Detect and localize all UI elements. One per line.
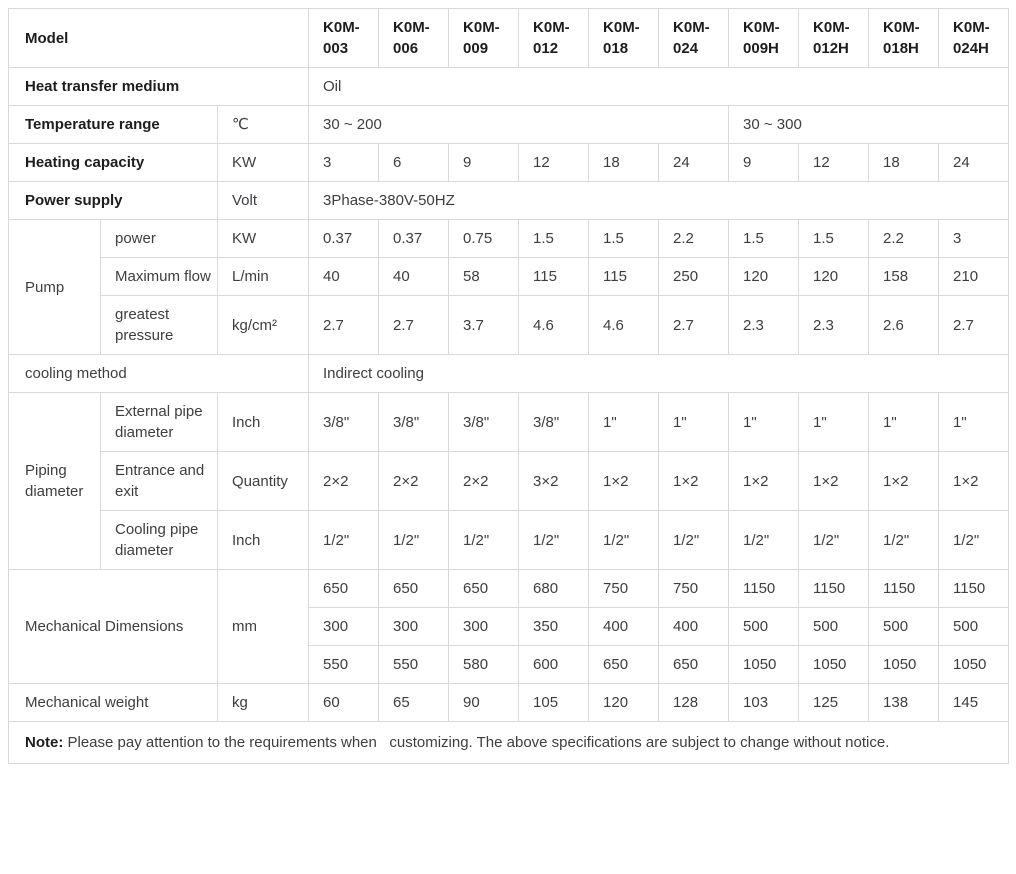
unit-cell: Inch xyxy=(218,511,309,570)
spec-value-cell: 1.5 xyxy=(799,220,869,258)
spec-value-cell: 0.75 xyxy=(449,220,519,258)
spec-value-cell: 650 xyxy=(379,570,449,608)
row-label-cell: Mechanical Dimensions xyxy=(9,570,218,684)
spec-value-cell: 6 xyxy=(379,144,449,182)
note-label: Note: xyxy=(25,734,64,751)
spec-value-cell: 2.3 xyxy=(729,296,799,355)
spec-value-cell: 2.7 xyxy=(309,296,379,355)
spec-value-cell: 1150 xyxy=(869,570,939,608)
spec-value-cell: 2.2 xyxy=(659,220,729,258)
spec-value-cell: 2.7 xyxy=(939,296,1009,355)
spec-value-cell: 400 xyxy=(589,608,659,646)
spec-value-cell: 1150 xyxy=(729,570,799,608)
spec-value-cell: 58 xyxy=(449,258,519,296)
spec-value-cell: 650 xyxy=(659,646,729,684)
spec-value-cell: 1050 xyxy=(939,646,1009,684)
spec-value-cell: 300 xyxy=(379,608,449,646)
unit-cell: ℃ xyxy=(218,106,309,144)
spec-value-cell: 500 xyxy=(869,608,939,646)
spec-value-cell: 103 xyxy=(729,684,799,722)
spec-value-cell: 2.2 xyxy=(869,220,939,258)
spec-value-cell: 500 xyxy=(939,608,1009,646)
spec-value-cell: 1" xyxy=(869,393,939,452)
unit-cell: kg xyxy=(218,684,309,722)
unit-cell: KW xyxy=(218,220,309,258)
model-header-cell: K0M-018 xyxy=(589,9,659,68)
spec-value-cell: 90 xyxy=(449,684,519,722)
spec-value-cell: 30 ~ 200 xyxy=(309,106,729,144)
sub-label-cell: Cooling pipe diameter xyxy=(101,511,218,570)
model-header-cell: K0M-024H xyxy=(939,9,1009,68)
spec-value-cell: 12 xyxy=(799,144,869,182)
spec-value-cell: 580 xyxy=(449,646,519,684)
spec-value-cell: 1.5 xyxy=(729,220,799,258)
cooling-pipe-diameter-row xyxy=(9,511,1009,570)
spec-value-cell: 3.7 xyxy=(449,296,519,355)
spec-value-cell: 12 xyxy=(519,144,589,182)
spec-value-cell: 1" xyxy=(729,393,799,452)
sub-label-cell: External pipe diameter xyxy=(101,393,218,452)
row-label-cell: Heat transfer medium xyxy=(9,68,309,106)
spec-value-cell: 18 xyxy=(589,144,659,182)
spec-value-cell: 120 xyxy=(589,684,659,722)
spec-value-cell: 24 xyxy=(659,144,729,182)
spec-value-cell: 2.7 xyxy=(659,296,729,355)
spec-value-cell: 1050 xyxy=(869,646,939,684)
row-label-cell: Mechanical weight xyxy=(9,684,218,722)
spec-value-cell: 3 xyxy=(309,144,379,182)
sub-label-cell: greatest pressure xyxy=(101,296,218,355)
spec-value-cell: 40 xyxy=(309,258,379,296)
spec-value-cell: 1×2 xyxy=(589,452,659,511)
unit-cell: L/min xyxy=(218,258,309,296)
note-cell xyxy=(9,722,1009,764)
spec-value-cell: 3/8" xyxy=(519,393,589,452)
temperature-range-row xyxy=(9,106,1009,144)
spec-value-cell: 145 xyxy=(939,684,1009,722)
unit-cell: Quantity xyxy=(218,452,309,511)
spec-value-cell: 120 xyxy=(799,258,869,296)
spec-value-cell: 9 xyxy=(449,144,519,182)
spec-value-cell: 1.5 xyxy=(589,220,659,258)
spec-value-cell: 1×2 xyxy=(729,452,799,511)
spec-value-cell: 1×2 xyxy=(799,452,869,511)
spec-value-cell: 1" xyxy=(799,393,869,452)
spec-value-cell: 1" xyxy=(939,393,1009,452)
unit-cell: kg/cm² xyxy=(218,296,309,355)
spec-value-cell: 250 xyxy=(659,258,729,296)
spec-value-cell: 3Phase-380V-50HZ xyxy=(309,182,1009,220)
spec-value-cell: 125 xyxy=(799,684,869,722)
spec-value-cell: 128 xyxy=(659,684,729,722)
spec-value-cell: 120 xyxy=(729,258,799,296)
spec-value-cell: 350 xyxy=(519,608,589,646)
group-label-cell: Pump xyxy=(9,220,101,355)
spec-value-cell: 400 xyxy=(659,608,729,646)
power-supply-row xyxy=(9,182,1009,220)
spec-value-cell: 1/2" xyxy=(449,511,519,570)
spec-value-cell: 1" xyxy=(659,393,729,452)
spec-value-cell: 550 xyxy=(309,646,379,684)
model-label-cell: Model xyxy=(9,9,309,68)
spec-value-cell: 1×2 xyxy=(869,452,939,511)
spec-value-cell: 550 xyxy=(379,646,449,684)
spec-value-cell: 600 xyxy=(519,646,589,684)
spec-value-cell: 1150 xyxy=(799,570,869,608)
spec-value-cell: 18 xyxy=(869,144,939,182)
unit-cell: mm xyxy=(218,570,309,684)
unit-cell: KW xyxy=(218,144,309,182)
spec-value-cell: 2×2 xyxy=(449,452,519,511)
row-label-cell: Heating capacity xyxy=(9,144,218,182)
spec-value-cell: 500 xyxy=(799,608,869,646)
spec-value-cell: 1×2 xyxy=(939,452,1009,511)
spec-value-cell: 300 xyxy=(309,608,379,646)
cooling-method-row xyxy=(9,355,1009,393)
pump-power-row xyxy=(9,220,1009,258)
note-row xyxy=(9,722,1009,764)
spec-value-cell: 105 xyxy=(519,684,589,722)
spec-value-cell: 650 xyxy=(309,570,379,608)
row-label-cell: Power supply xyxy=(9,182,218,220)
spec-value-cell: 1.5 xyxy=(519,220,589,258)
spec-value-cell: 60 xyxy=(309,684,379,722)
spec-value-cell: 3/8" xyxy=(379,393,449,452)
model-header-cell: K0M-009 xyxy=(449,9,519,68)
unit-cell: Inch xyxy=(218,393,309,452)
spec-value-cell: 1×2 xyxy=(659,452,729,511)
spec-value-cell: 115 xyxy=(589,258,659,296)
spec-value-cell: 4.6 xyxy=(519,296,589,355)
spec-value-cell: 680 xyxy=(519,570,589,608)
row-label-cell: cooling method xyxy=(9,355,309,393)
spec-value-cell: 1/2" xyxy=(589,511,659,570)
spec-value-cell: 30 ~ 300 xyxy=(729,106,1009,144)
spec-value-cell: 750 xyxy=(589,570,659,608)
spec-table xyxy=(8,8,1009,764)
spec-value-cell: 1/2" xyxy=(939,511,1009,570)
spec-value-cell: 1050 xyxy=(729,646,799,684)
external-pipe-diameter-row xyxy=(9,393,1009,452)
spec-value-cell: 65 xyxy=(379,684,449,722)
spec-value-cell: 650 xyxy=(589,646,659,684)
spec-table-body xyxy=(9,9,1009,764)
spec-value-cell: 300 xyxy=(449,608,519,646)
model-header-cell: K0M-003 xyxy=(309,9,379,68)
spec-value-cell: 2×2 xyxy=(379,452,449,511)
model-header-cell: K0M-024 xyxy=(659,9,729,68)
model-header-cell: K0M-009H xyxy=(729,9,799,68)
heating-capacity-row xyxy=(9,144,1009,182)
pump-greatest-pressure-row xyxy=(9,296,1009,355)
spec-value-cell: 210 xyxy=(939,258,1009,296)
spec-value-cell: 1/2" xyxy=(799,511,869,570)
unit-cell: Volt xyxy=(218,182,309,220)
spec-value-cell: 650 xyxy=(449,570,519,608)
sub-label-cell: Maximum flow xyxy=(101,258,218,296)
spec-value-cell: 0.37 xyxy=(309,220,379,258)
spec-value-cell: 1150 xyxy=(939,570,1009,608)
spec-value-cell: 3/8" xyxy=(449,393,519,452)
model-header-cell: K0M-012 xyxy=(519,9,589,68)
spec-value-cell: 1050 xyxy=(799,646,869,684)
model-header-row xyxy=(9,9,1009,68)
heat-transfer-medium-row xyxy=(9,68,1009,106)
spec-value-cell: 1/2" xyxy=(659,511,729,570)
spec-value-cell: 9 xyxy=(729,144,799,182)
spec-value-cell: 1/2" xyxy=(379,511,449,570)
spec-value-cell: 2.3 xyxy=(799,296,869,355)
spec-value-cell: 500 xyxy=(729,608,799,646)
row-label-cell: Temperature range xyxy=(9,106,218,144)
model-header-cell: K0M-012H xyxy=(799,9,869,68)
entrance-and-exit-row xyxy=(9,452,1009,511)
spec-value-cell: 1/2" xyxy=(519,511,589,570)
model-header-cell: K0M-018H xyxy=(869,9,939,68)
spec-value-cell: 2.6 xyxy=(869,296,939,355)
spec-value-cell: 1/2" xyxy=(869,511,939,570)
spec-value-cell: 138 xyxy=(869,684,939,722)
note-text: Please pay attention to the requirements when customizing. The above specifications are subject to change without notice. xyxy=(63,734,890,751)
spec-value-cell: 1/2" xyxy=(729,511,799,570)
model-header-cell: K0M-006 xyxy=(379,9,449,68)
mechanical-dimensions-row-1 xyxy=(9,570,1009,608)
sub-label-cell: Entrance and exit xyxy=(101,452,218,511)
spec-value-cell: 750 xyxy=(659,570,729,608)
spec-value-cell: 115 xyxy=(519,258,589,296)
group-label-cell: Piping diameter xyxy=(9,393,101,570)
spec-value-cell: 1" xyxy=(589,393,659,452)
spec-value-cell: 3/8" xyxy=(309,393,379,452)
sub-label-cell: power xyxy=(101,220,218,258)
mechanical-weight-row xyxy=(9,684,1009,722)
pump-maximum-flow-row xyxy=(9,258,1009,296)
spec-value-cell: Oil xyxy=(309,68,1009,106)
spec-value-cell: 3×2 xyxy=(519,452,589,511)
spec-value-cell: 1/2" xyxy=(309,511,379,570)
spec-value-cell: 4.6 xyxy=(589,296,659,355)
spec-value-cell: Indirect cooling xyxy=(309,355,1009,393)
spec-value-cell: 0.37 xyxy=(379,220,449,258)
spec-value-cell: 2×2 xyxy=(309,452,379,511)
spec-value-cell: 40 xyxy=(379,258,449,296)
spec-value-cell: 158 xyxy=(869,258,939,296)
spec-value-cell: 2.7 xyxy=(379,296,449,355)
spec-value-cell: 24 xyxy=(939,144,1009,182)
spec-value-cell: 3 xyxy=(939,220,1009,258)
